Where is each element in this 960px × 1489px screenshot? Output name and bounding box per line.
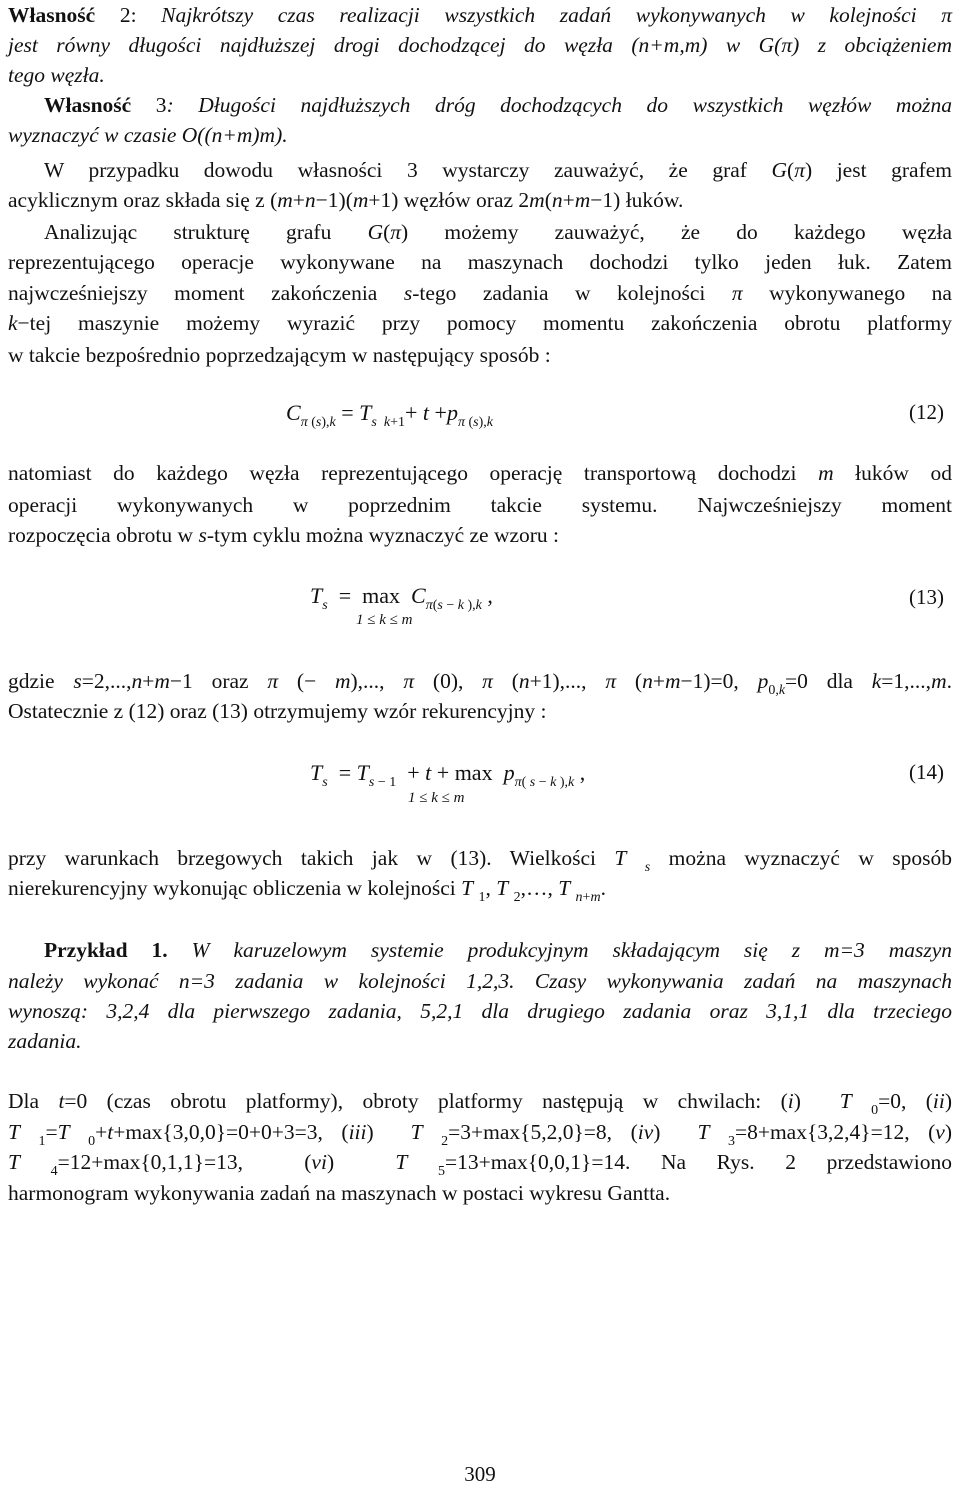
- property-2-line-3: tego węzła.: [8, 63, 105, 87]
- equation-14-label: (14): [909, 760, 944, 784]
- conditions-line-1: przy warunkach brzegowych takich jak w (13). Wielkości T $_s$ można wyznaczyć w sposób: [8, 846, 952, 875]
- analysis-line-4: k−tej maszynie możemy wyrazić przy pomocy momentu zakończenia obrotu platformy: [8, 311, 952, 335]
- equation-13-label: (13): [909, 585, 944, 609]
- property-3-line-2: wyznaczyć w czasie O((n+m)m).: [8, 123, 288, 147]
- transport-line-1: natomiast do każdego węzła reprezentującego operację transportową dochodzi m łuków od: [8, 461, 952, 485]
- equation-13: $T_s = \max C_{\pi(s - k ),k}$ ,: [310, 583, 493, 613]
- transport-line-3: rozpoczęcia obrotu w s-tym cyklu można wyznaczyć ze wzoru :: [8, 523, 560, 547]
- solution-line-2: T $_1$=T $_0$+t+max{3,0,0}=0+0+3=3, (iii) T $_2$=3+max{5,2,0}=8, (iv) T $_3$=8+max{3,2,4}=12, (v): [8, 1120, 952, 1149]
- equation-14-limits: 1 ≤ k ≤ m: [408, 790, 465, 806]
- conditions-line-2: nierekurencyjny wykonując obliczenia w kolejności T $_1$, T $_2$,…, T $_{n+m}$.: [8, 876, 606, 905]
- analysis-line-2: reprezentującego operacje wykonywane na maszynach dochodzi tylko jeden łuk. Zatem: [8, 250, 952, 274]
- equation-12-label: (12): [909, 400, 944, 424]
- property-2-line-1: Własność 2: Najkrótszy czas realizacji wszystkich zadań wykonywanych w kolejności π: [8, 3, 952, 27]
- page-number: 309: [464, 1462, 496, 1486]
- equation-12: $C_{\pi (s),k} = T_{s k+1}+ t +p_{\pi (s),k}$: [286, 400, 493, 430]
- analysis-line-3: najwcześniejszy moment zakończenia s-tego zadania w kolejności π wykonywanego na: [8, 281, 952, 305]
- analysis-line-1: Analizując strukturę grafu G(π) możemy zauważyć, że do każdego węzła: [44, 220, 952, 244]
- proof-line-1: W przypadku dowodu własności 3 wystarczy zauważyć, że graf G(π) jest grafem: [44, 158, 953, 182]
- property-2-line-2: jest równy długości najdłuższej drogi dochodzącej do węzła (n+m,m) w G(π) z obciążeniem: [8, 33, 952, 57]
- example-line-1: Przykład 1. W karuzelowym systemie produkcyjnym składającym się z m=3 maszyn: [44, 938, 953, 962]
- solution-line-4: harmonogram wykonywania zadań na maszynach w postaci wykresu Gantta.: [8, 1181, 671, 1205]
- example-line-2: należy wykonać n=3 zadania w kolejności 1,2,3. Czasy wykonywania zadań na maszynach: [8, 969, 952, 993]
- solution-line-1: Dla t=0 (czas obrotu platformy), obroty platformy następują w chwilach: (i) T $_0$=0, (ii): [8, 1089, 952, 1118]
- solution-line-3: T $_4$=12+max{0,1,1}=13, (vi) T $_5$=13+max{0,0,1}=14. Na Rys. 2 przedstawiono: [8, 1150, 952, 1179]
- example-line-3: wynoszą: 3,2,4 dla pierwszego zadania, 5,2,1 dla drugiego zadania oraz 3,1,1 dla trzeciego: [8, 999, 952, 1023]
- example-line-4: zadania.: [8, 1029, 82, 1053]
- boundary-line-1: gdzie s=2,...,n+m−1 oraz π (− m),..., π (0), π (n+1),..., π (n+m−1)=0, $p_{0,k}=0$ dla k=1,...,m.: [8, 669, 952, 698]
- transport-line-2: operacji wykonywanych w poprzednim takcie systemu. Najwcześniejszy moment: [8, 493, 952, 517]
- boundary-line-2: Ostatecznie z (12) oraz (13) otrzymujemy wzór rekurencyjny :: [8, 699, 547, 723]
- equation-14: $T_s = T_{s - 1} + t + \max p_{\pi( s - k ),k}$ ,: [310, 760, 586, 790]
- equation-13-limits: 1 ≤ k ≤ m: [356, 612, 413, 628]
- analysis-line-5: w takcie bezpośrednio poprzedzającym w następujący sposób :: [8, 343, 551, 367]
- proof-line-2: acyklicznym oraz składa się z (m+n−1)(m+1) węzłów oraz 2m(n+m−1) łuków.: [8, 188, 684, 212]
- property-3-line-1: Własność 3: Długości najdłuższych dróg dochodzących do wszystkich węzłów można: [44, 93, 953, 117]
